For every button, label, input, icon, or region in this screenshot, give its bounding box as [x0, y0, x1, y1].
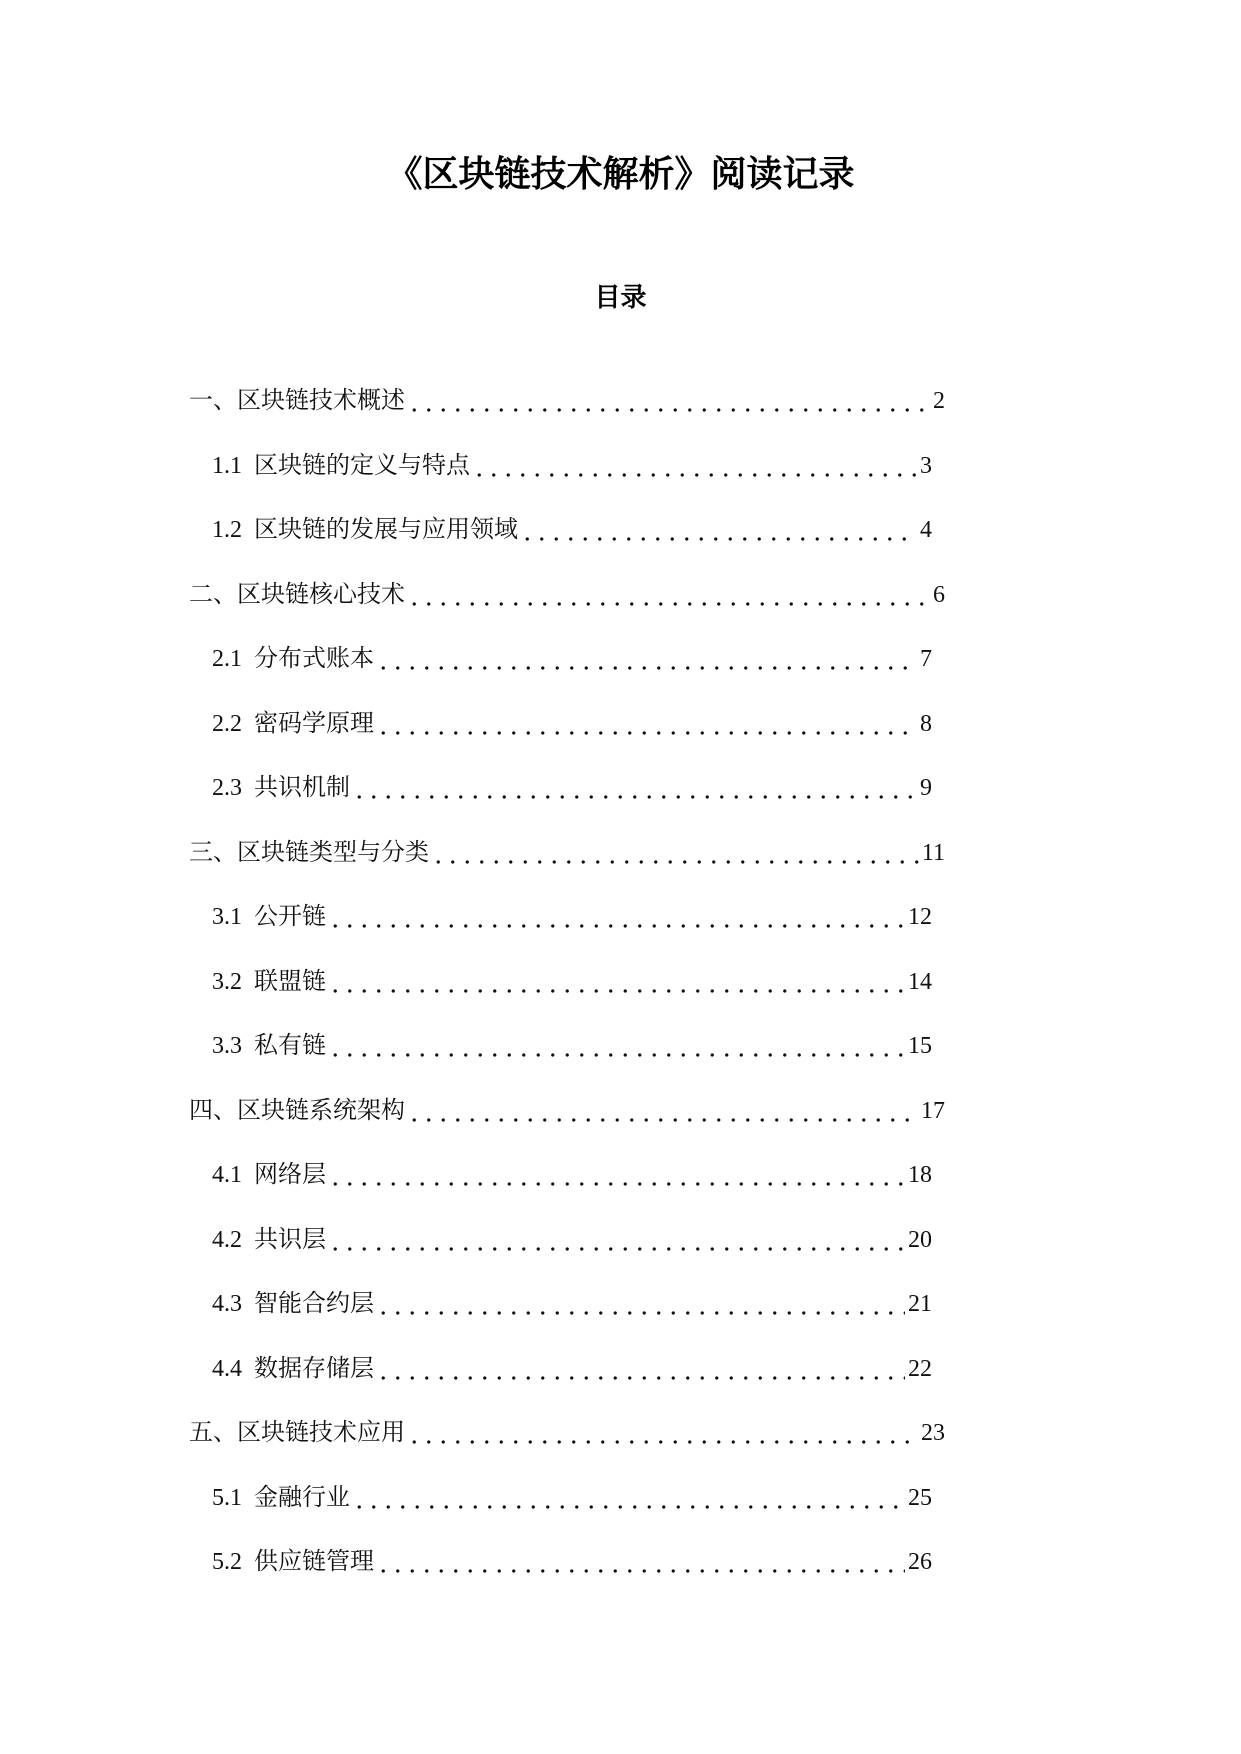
toc-entry-number: 4.4: [212, 1355, 242, 1382]
toc-entry-label: 区块链的定义与特点: [254, 452, 470, 479]
toc-entry-page-number: 15: [908, 1033, 932, 1060]
toc-entry-page-number: 18: [908, 1162, 932, 1189]
toc-entry-number: 3.1: [212, 904, 242, 931]
toc-entry-page-number: 22: [908, 1355, 932, 1382]
toc-entry-label: 联盟链: [254, 968, 326, 995]
toc-entry-label: 智能合约层: [254, 1291, 374, 1318]
toc-entry-label: 公开链: [254, 904, 326, 931]
toc-entry-page-number: 4: [920, 517, 932, 544]
toc-entry-label: 三、区块链类型与分类: [189, 839, 429, 866]
toc-entry-page-number: 6: [933, 581, 945, 608]
toc-entry-section[interactable]: [0, 756, 1241, 821]
toc-entry-number: 1.1: [212, 452, 242, 479]
toc-entry-label: 一、区块链技术概述: [189, 388, 405, 415]
dot-leader: [328, 1225, 905, 1255]
toc-entry-label: 二、区块链核心技术: [189, 581, 405, 608]
toc-heading: 目录: [594, 283, 647, 312]
toc-entry-chapter[interactable]: [0, 369, 1241, 434]
toc-entry-label: 共识机制: [254, 775, 350, 802]
toc-entry-page-number: 9: [920, 775, 932, 802]
toc-entry-section[interactable]: [0, 498, 1241, 563]
toc-entry-section[interactable]: [0, 1530, 1241, 1595]
toc-entry-page-number: 26: [908, 1549, 932, 1576]
toc-entry-section[interactable]: [0, 885, 1241, 950]
dot-leader: [328, 1160, 905, 1190]
dot-leader: [407, 580, 930, 610]
toc-entry-page-number: 23: [921, 1420, 945, 1447]
toc-entry-label: 五、区块链技术应用: [189, 1420, 405, 1447]
toc-entry-page-number: 21: [908, 1291, 932, 1318]
toc-entry-page-number: 25: [908, 1484, 932, 1511]
toc-entry-label: 分布式账本: [254, 646, 374, 673]
toc-entry-page-number: 14: [908, 968, 932, 995]
toc-entry-page-number: 12: [908, 904, 932, 931]
toc-entry-page-number: 2: [933, 388, 945, 415]
toc-entry-label: 私有链: [254, 1033, 326, 1060]
toc-entry-page-number: 7: [920, 646, 932, 673]
dot-leader: [472, 451, 917, 481]
table-of-contents: [0, 369, 1241, 1595]
toc-entry-number: 2.1: [212, 646, 242, 673]
toc-entry-section[interactable]: [0, 1014, 1241, 1079]
toc-entry-section[interactable]: [0, 1466, 1241, 1531]
toc-entry-section[interactable]: [0, 627, 1241, 692]
toc-entry-label: 金融行业: [254, 1484, 350, 1511]
toc-entry-number: 1.2: [212, 517, 242, 544]
dot-leader: [328, 902, 905, 932]
dot-leader: [352, 1483, 905, 1513]
toc-entry-number: 4.2: [212, 1226, 242, 1253]
document-title: 《区块链技术解析》阅读记录: [386, 154, 855, 194]
toc-entry-chapter[interactable]: [0, 563, 1241, 628]
toc-entry-page-number: 8: [920, 710, 932, 737]
toc-entry-section[interactable]: [0, 1337, 1241, 1402]
toc-entry-section[interactable]: [0, 1272, 1241, 1337]
toc-entry-page-number: 3: [920, 452, 932, 479]
toc-entry-number: 4.3: [212, 1291, 242, 1318]
toc-entry-page-number: 11: [921, 839, 945, 866]
toc-entry-number: 5.1: [212, 1484, 242, 1511]
dot-leader: [328, 1031, 905, 1061]
dot-leader: [352, 773, 917, 803]
toc-entry-number: 2.2: [212, 710, 242, 737]
toc-entry-section[interactable]: [0, 1208, 1241, 1273]
toc-entry-section[interactable]: [0, 692, 1241, 757]
dot-leader: [407, 1418, 918, 1448]
toc-entry-label: 四、区块链系统架构: [189, 1097, 405, 1124]
toc-entry-label: 区块链的发展与应用领域: [254, 517, 518, 544]
toc-entry-chapter[interactable]: [0, 1079, 1241, 1144]
toc-entry-number: 3.3: [212, 1033, 242, 1060]
toc-entry-chapter[interactable]: [0, 1401, 1241, 1466]
toc-entry-label: 网络层: [254, 1162, 326, 1189]
toc-entry-section[interactable]: [0, 1143, 1241, 1208]
toc-entry-number: 3.2: [212, 968, 242, 995]
toc-entry-page-number: 20: [908, 1226, 932, 1253]
dot-leader: [376, 644, 917, 674]
dot-leader: [376, 1289, 905, 1319]
toc-entry-number: 4.1: [212, 1162, 242, 1189]
dot-leader: [407, 386, 930, 416]
toc-entry-section[interactable]: [0, 434, 1241, 499]
dot-leader: [407, 1096, 918, 1126]
dot-leader: [520, 515, 917, 545]
toc-entry-label: 供应链管理: [254, 1549, 374, 1576]
dot-leader: [376, 1547, 905, 1577]
toc-entry-number: 5.2: [212, 1549, 242, 1576]
toc-entry-section[interactable]: [0, 950, 1241, 1015]
dot-leader: [328, 967, 905, 997]
dot-leader: [376, 1354, 905, 1384]
dot-leader: [431, 838, 919, 868]
toc-entry-label: 密码学原理: [254, 710, 374, 737]
toc-entry-number: 2.3: [212, 775, 242, 802]
toc-entry-page-number: 17: [921, 1097, 945, 1124]
toc-entry-chapter[interactable]: [0, 821, 1241, 886]
toc-entry-label: 数据存储层: [254, 1355, 374, 1382]
dot-leader: [376, 709, 917, 739]
toc-entry-label: 共识层: [254, 1226, 326, 1253]
